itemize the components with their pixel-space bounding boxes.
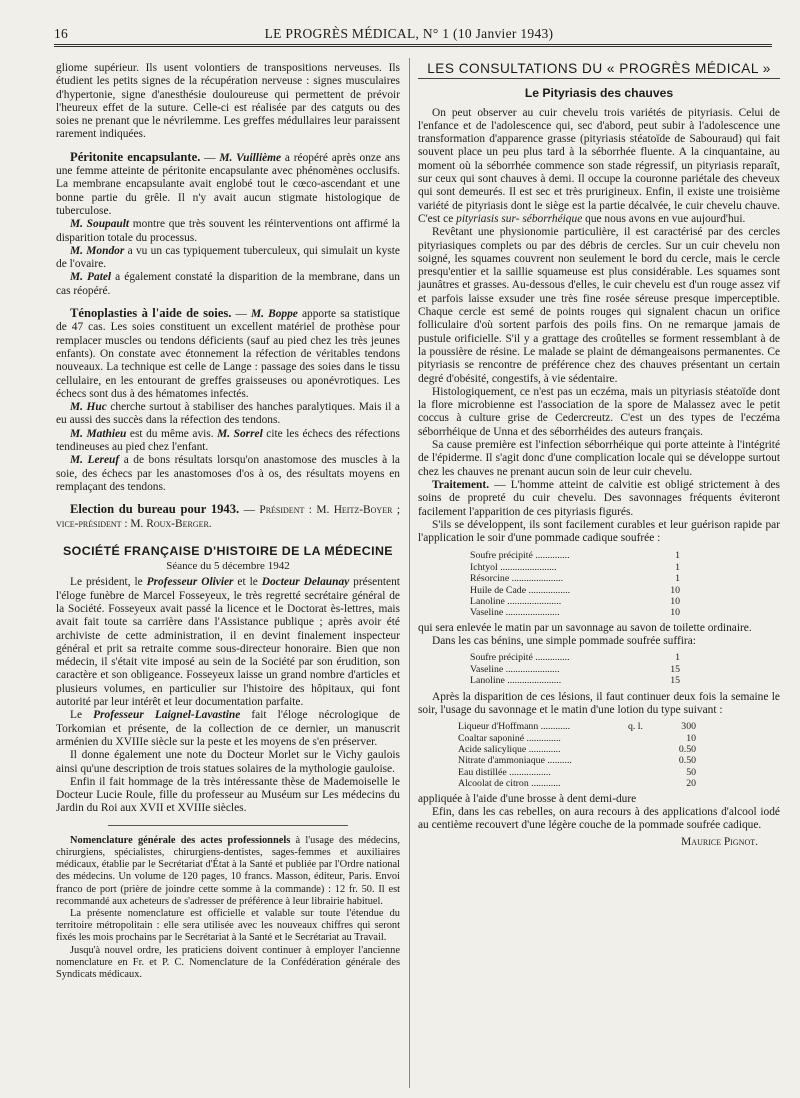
pityriasis-paragraph-2: Revêtant une physionomie particulière, il est caractérisé par des cercles pityriasiques complets ou par des débris de cercles. Sur un cuir chevelu non soigné, les squames couvrent non seulement le bord du cercle, mais le cercle presqu'entier et la saillie squameuse est plus considérable. Les squames sont jaunâtres et grasses. Au-dessous d'elles, le cuir chevelu est d'un rouge assez vif et parfois laisse exsuder une très fine rosée séreuse presque imperceptible. Chaque cercle est semé de points rouges qui signalent chacun un orifice folliculaire d'où sortent parfois des poils fins. On ne remarque jamais de pustule orificielle. S'il y a grattage des croûtelles se forment ressemblant à de la poussière de résine. Le malade se plaint de démangeaisons permanentes. Ce pityriasis se rencontre de préférence chez des chauves présentant un certain degré d'obésité, congestifs, à vie sédentaire. [418, 226, 780, 385]
prescription-row [458, 744, 696, 755]
ingredient-name: Lanoline ...................... [470, 675, 562, 687]
pityriasis-paragraph-3: Histologiquement, ce n'est pas un eczéma, mais un pityriasis stéatoïde dont la flore microbienne est l'association de la spore de Malassez avec le petit coccus à culture grise de Cedercreutz. C'est un des types de l'eczéma séborrhéique de Unna et des séborrhéides des auteurs français. [418, 385, 780, 438]
note-paragraph-3: Jusqu'à nouvel ordre, les praticiens doivent continuer à employer l'ancienne nomenclature en Fr. et P. C. Nomenclature de la Confédération générale des Syndicats médicaux. [56, 944, 400, 980]
societe-p1-a: Le président, le [70, 576, 143, 589]
prescription-row [458, 721, 696, 732]
article-title: Le Pityriasis des chauves [524, 86, 674, 101]
ingredient-name: Eau distillée ................. [458, 766, 551, 778]
ingredient-quantity: 1 [675, 550, 680, 562]
prescription-row [458, 733, 696, 744]
author-boppe: M. Boppe [251, 308, 298, 321]
professeur-olivier: Professeur Olivier [146, 576, 234, 589]
ingredient-quantity: 0.50 [678, 755, 696, 767]
docteur-delaunay: Docteur Delaunay [261, 576, 350, 589]
intro-paragraph: gliome supérieur. Ils usent volontiers de transpositions nerveuses. Ils étudient les petits signes de la récupération nerveuse : signes musculaires d'hypertonie, signe d'anesthésie douloureuse qui permettent de prévoir l'heureux effet de la suture. Celle-ci est réalisée par des catguts ou des soies ne prenant que le névrilemme. Les greffes médullaires leur paraissent rarement indiquées. [56, 62, 400, 141]
lereuf-paragraph [56, 454, 400, 494]
prescription-row [458, 755, 696, 766]
p1-italic: pityriasis sur- séborrhéique [456, 212, 583, 225]
tenoplasties-text-1: apporte sa statistique de 47 cas. Les soies constituent un excellent matériel de prothèse pour remplacer muscles ou tendons déficients (sauf au pied chez les très jeunes enfants). On constate avec étonnement la réfection de véritables tendons nouveaux. La technique est celle de Lange : passage des soies dans le tissu cellulaire, en les entourant de greffes graisseuses ou aponévrotiques. Les échecs sont dus à des hématomes infectés. [56, 308, 400, 400]
societe-paragraph-2 [56, 709, 400, 749]
prescription-row [470, 664, 680, 675]
ingredient-quantity: 1 [675, 573, 680, 585]
societe-p2-a: Le [70, 709, 83, 722]
note-text-1: à l'usage des médecins, chirurgiens, spécialistes, chirurgiens-dentistes, sages-femmes et auxiliaires médicaux, établie par le Secrétariat d'État à la Santé et publiée par l'Ordre national des médecins. Un volume de 120 pages, 10 francs. Masson, éditeur, Paris. Envoi franco de port (prière de joindre cette somme à la commande) : 12 fr. 50. Il est recommandé aux acheteurs de s'adresser de préférence à leur librairie habituel. [56, 834, 400, 907]
ingredient-name: Vaseline ...................... [470, 607, 560, 619]
seance-date: Séance du 5 décembre 1942 [166, 560, 290, 573]
ingredient-quantity: 10 [670, 584, 680, 596]
ingredient-name: Vaseline ...................... [470, 663, 560, 675]
author-mathieu: M. Mathieu [70, 427, 127, 440]
ingredient-quantity: 1 [675, 652, 680, 664]
traitement-paragraph [418, 479, 780, 519]
soupault-text: montre que très souvent les réinterventions ont affirmé la disparition totale du processus. [56, 218, 400, 244]
nomenclature-note [56, 835, 400, 981]
ingredient-quantity: 50 [686, 766, 696, 778]
page-header [54, 24, 764, 46]
ingredient-name: Soufre précipité .............. [470, 550, 570, 562]
prescription-2 [470, 652, 680, 686]
prescription-row [470, 652, 680, 663]
election-text: — Président : M. Heitz-Boyer ; vice-président : M. Roux-Berger. [56, 504, 400, 530]
ingredient-quantity: 20 [686, 778, 696, 790]
ingredient-quantity: 0.50 [678, 744, 696, 756]
ingredient-quantity: 1 [675, 561, 680, 573]
lereuf-text: a de bons résultats lorsqu'on anastomose des muscles à la soie, des échecs par les anastomoses d'os à os, des résultats moyens en remplaçant des tendons. [56, 454, 400, 493]
societe-title: SOCIÉTÉ FRANÇAISE D'HISTOIRE DE LA MÉDECINE [63, 543, 393, 558]
ingredient-quantity: 10 [670, 607, 680, 619]
election-heading: Election du bureau pour 1943. [70, 502, 240, 517]
ingredient-quantity: 10 [670, 596, 680, 608]
prescription-row [470, 550, 680, 561]
left-column [56, 62, 400, 981]
traitement-text: — L'homme atteint de calvitie est obligé strictement à des soins de propreté du cuir chevelu. Des savonnages fréquents éviteront facilement l'apparition de ces pityriasis figurés. [418, 478, 780, 518]
societe-p1-d: présentent l'éloge funèbre de Marcel Fosseyeux, le très regretté secrétaire général de la Société. Fosseyeux avait passé la licence et le Doctorat ès-lettres, mais avait fait toute sa carrière dans l'Assistance publique ; après avoir été archiviste de cette administration, il en devint finalement inspecteur général et prit sa retraite comme sous-directeur honoraire. Bien que non médecin, il s'était vite imposé au sein de la Société par son érudition, son caractère et son obligeance. Fosseyeux laisse un grand nombre d'articles et plusieurs volumes, en particulier sur l'histoire des hôpitaux, qui font autorité par leur intérêt et leur documentation parfaite. [56, 576, 400, 709]
societe-p2-c: fait l'éloge nécrologique de Torkomian et présente, de la collection de ce dernier, un manuscrit arménien du XVIIIe siècle sur la peste et les moyens de s'en préserver. [56, 709, 400, 748]
prescription-row [458, 778, 696, 789]
author-lereuf: M. Lereuf [70, 454, 120, 467]
p1-b: que nous avons en vue aujourd'hui. [585, 212, 746, 225]
peritonite-text-1: a réopéré après onze ans une femme atteinte de péritonite encapsulante avec phénomènes occlusifs. La membrane encapsulante avait englobé tout le cœco-ascendant et une bonne partie du grêle. Il n'y avait aucun stigmate histologique de tuberculose. [56, 151, 401, 217]
ingredient-name: Ichtyol ....................... [470, 561, 557, 573]
author-mondor: M. Mondor [70, 244, 125, 257]
ingredient-quantity: 300 [681, 721, 696, 733]
pityriasis-paragraph-11: Efin, dans les cas rebelles, on aura recours à des applications d'alcool iodé au centième recouvert d'une légère couche de la pommade soufrée cadique. [418, 805, 780, 832]
ingredient-name: Lanoline ...................... [470, 596, 562, 608]
prescription-1 [470, 550, 680, 618]
running-title: LE PROGRÈS MÉDICAL, N° 1 (10 Janvier 1943) [264, 26, 554, 41]
pityriasis-paragraph-7: qui sera enlevée le matin par un savonnage au savon de toilette ordinaire. [418, 621, 752, 634]
p1-a: On peut observer au cuir chevelu trois variétés de pityriasis. Celui de l'enfance et de l'adolescence qui, sec d'abord, peut subir à l'adolescence une transformation d'apparence grasse (pityriasis stéatoïde de Sabouraud) qui fait souvent place un peu plus tard à la séborrhée fluente. A la cinquantaine, au moment où la séborrhée commence son stade régressif, un pityriasis reparaît, sur ceux qui sont chauves à demi. Il occupe la couronne pariétale des cheveux qui sont demeurés. Il est sec et très prurigineux. Enfin, il existe une troisième variété de pityriasis dont le siège est la partie décalvée, le cuir chevelu chauve. C'est ce [418, 106, 780, 225]
author-sorrel: M. Sorrel [217, 427, 263, 440]
ingredient-name: Soufre précipité .............. [470, 652, 570, 664]
sorrel-text: cite les échecs des réfections tendineuses au pied chez l'enfant. [56, 427, 400, 454]
ingredient-name: Huile de Cade ................. [470, 584, 571, 596]
huc-text: cherche surtout à stabiliser des hanches paralytiques. Mais il a eu aussi des succès dans la réfection des tendons. [56, 401, 400, 427]
note-title: Nomenclature générale des actes professionnels [70, 834, 291, 846]
peritonite-heading: Péritonite encapsulante. [70, 149, 201, 164]
ingredient-qualifier [628, 767, 656, 778]
soupault-paragraph [56, 218, 400, 245]
ingredient-qualifier [628, 744, 656, 755]
ingredient-qualifier [628, 778, 656, 789]
pityriasis-paragraph-6: S'ils se développent, ils sont facilement curables et leur guérison rapide par l'application le soir d'une pommade cadique soufrée : [418, 518, 780, 545]
ingredient-name: Nitrate d'ammoniaque .......... [458, 755, 572, 767]
consultations-title: LES CONSULTATIONS DU « PROGRÈS MÉDICAL » [418, 62, 780, 79]
column-divider [409, 58, 410, 1088]
author-soupault: M. Soupault [70, 218, 130, 231]
prescription-row [470, 607, 680, 618]
prescription-row [470, 596, 680, 607]
ingredient-name: Acide salicylique ............. [458, 744, 561, 756]
mondor-text: a vu un cas typiquement tuberculeux, qui simulait un kyste de l'ovaire. [56, 244, 400, 271]
header-rule [54, 44, 772, 47]
prescription-row [470, 573, 680, 584]
page-number: 16 [54, 26, 69, 41]
societe-paragraph-1 [56, 576, 400, 709]
ingredient-name: Alcoolat de citron ............ [458, 778, 561, 790]
mathieu-text: est du même avis. [129, 427, 214, 440]
patel-paragraph [56, 271, 400, 298]
ingredient-quantity: 15 [670, 663, 680, 675]
ingredient-name: Liqueur d'Hoffmann ............ [458, 721, 571, 733]
professeur-laignel-lavastine: Professeur Laignel-Lavastine [93, 709, 241, 722]
author-patel: M. Patel [70, 271, 112, 284]
patel-text: a également constaté la disparition de la membrane, dans un cas réopéré. [56, 271, 400, 297]
election-paragraph [56, 503, 400, 531]
author-huc: M. Huc [70, 401, 107, 414]
prescription-3 [458, 721, 696, 789]
right-column [418, 62, 780, 849]
societe-p1-c: et le [237, 576, 258, 589]
ingredient-qualifier [628, 733, 656, 744]
pityriasis-paragraph-1 [418, 107, 780, 227]
prescription-row [470, 675, 680, 686]
societe-paragraph-4: Enfin il fait hommage de la très intéressante thèse de Mademoiselle le Docteur Lucie Roule, fille du professeur au Muséum sur Les médecins du Jardin du Roi aux XVII et XVIIIe siècles. [56, 775, 400, 815]
societe-paragraph-3: Il donne également une note du Docteur Morlet sur le Vichy gaulois ainsi qu'une description de trois statues solaires de la mythologie gauloise. [56, 749, 400, 775]
ingredient-qualifier: q. l. [628, 721, 643, 733]
note-paragraph-2: La présente nomenclature est officielle et valable sur toute l'étendue du territoire métropolitain : elle sera utilisée avec les nouveaux chiffres qui seront fixés les mois prochains par le Secrétariat à la Santé et le Secrétariat au Travail. [56, 907, 400, 944]
pityriasis-paragraph-10: appliquée à l'aide d'une brosse à dent demi-dure [418, 792, 637, 805]
pityriasis-paragraph-9: Après la disparition de ces lésions, il faut continuer deux fois la semaine le soir, l'usage du savonnage et le matin d'une lotion du type suivant : [418, 690, 780, 716]
ingredient-quantity: 10 [686, 732, 696, 744]
prescription-row [470, 562, 680, 573]
author-vuillieme: M. Vuillième [219, 151, 282, 164]
pityriasis-paragraph-4: Sa cause première est l'infection séborrhéique qui porte atteinte à l'intégrité de l'épiderme. Il s'agit donc d'une complication locale qui se développe surtout chez les chauves ne prenant aucun soin de leur cuir chevelu. [418, 439, 780, 478]
tenoplasties-heading: Ténoplasties à l'aide de soies. [70, 306, 232, 321]
mathieu-paragraph [56, 428, 400, 455]
note-paragraph-1 [56, 835, 400, 908]
ingredient-quantity: 15 [670, 675, 680, 687]
ingredient-name: Résorcine ..................... [470, 573, 564, 585]
prescription-row [470, 585, 680, 596]
peritonite-paragraph: Péritonite encapsulante. — M. Vuillième a réopéré après onze ans une femme atteinte de péritonite encapsulante avec phénomènes occlusifs. La membrane encapsulante avait englobé tout le cœco-ascendant et une bonne partie du grêle. Il n'y avait aucun stigmate histologique de tuberculose. [56, 149, 401, 217]
signature: Maurice Pignot. [681, 835, 758, 848]
tenoplasties-paragraph: Ténoplasties à l'aide de soies. — M. Boppe apporte sa statistique de 47 cas. Les soies constituent un excellent matériel de prothèse pour remplacer muscles ou tendons déficients (sauf au pied chez les très jeunes enfants). On constate avec étonnement la réfection de véritables tendons nouveaux. La technique est celle de Lange : passage des soies dans le tissu cellulaire, en les entourant de greffes graisseuses ou aponévrotiques. Les échecs sont dus à des hématomes infectés. [56, 306, 400, 400]
huc-paragraph [56, 401, 400, 428]
mondor-paragraph [56, 245, 400, 272]
pityriasis-paragraph-8: Dans les cas bénins, une simple pommade soufrée suffira: [432, 635, 696, 648]
prescription-row [458, 767, 696, 778]
traitement-label: Traitement. [432, 478, 490, 491]
ingredient-qualifier [628, 755, 656, 766]
ingredient-name: Coaltar saponiné .............. [458, 732, 561, 744]
